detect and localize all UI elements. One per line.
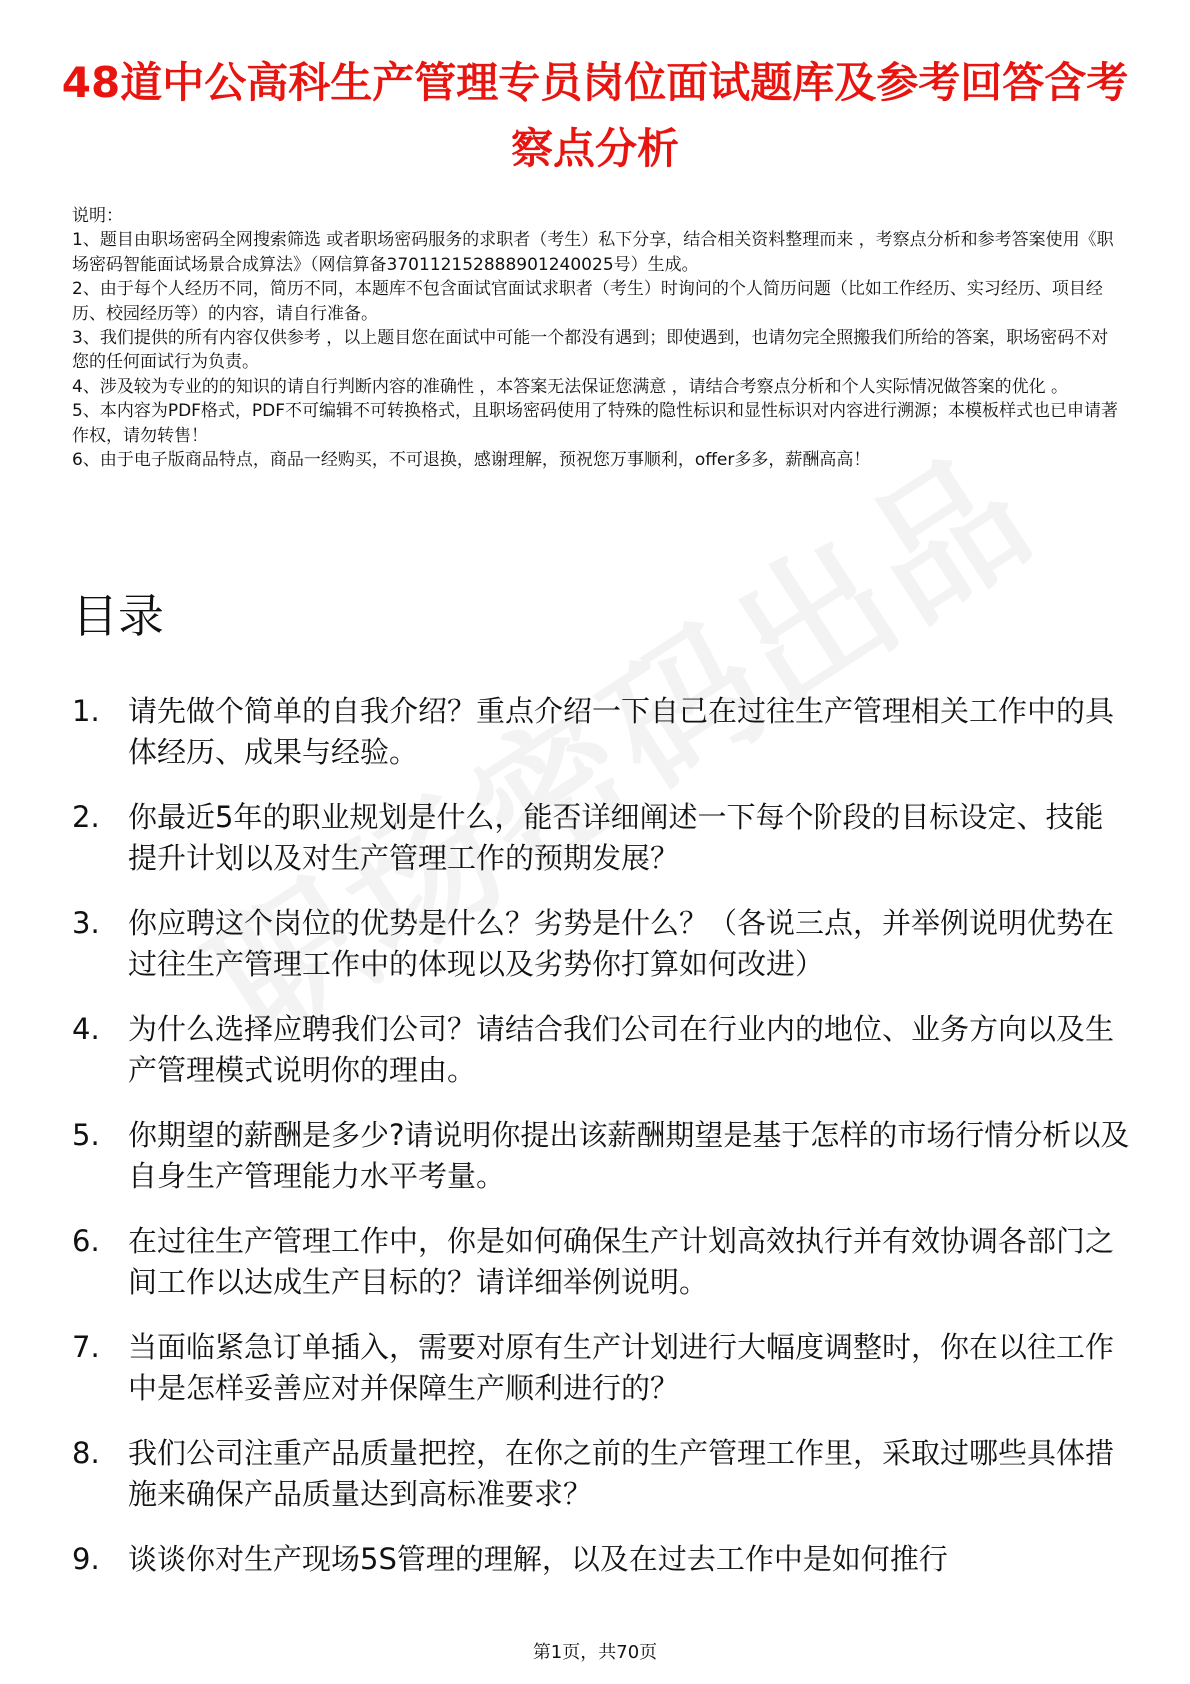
toc-item: [72, 1327, 1132, 1409]
toc-item-text: 当面临紧急订单插入，需要对原有生产计划进行大幅度调整时，你在以往工作中是怎样妥善应对并保障生产顺利进行的？: [128, 1330, 1115, 1405]
toc-item-text: 我们公司注重产品质量把控，在你之前的生产管理工作里，采取过哪些具体措施来确保产品质量达到高标准要求？: [128, 1436, 1115, 1511]
note-heading: 说明：: [72, 206, 123, 226]
note-item: 2、由于每个人经历不同，简历不同，本题库不包含面试官面试求职者（考生）时询问的个人简历问题（比如工作经历、实习经历、项目经历、校园经历等）的内容，请自行准备。: [72, 279, 1103, 324]
note-item: 4、涉及较为专业的的知识的请自行判断内容的准确性 ，本答案无法保证您满意 ，请结合考察点分析和个人实际情况做答案的优化 。: [72, 376, 1069, 397]
toc-item-number: 2.: [72, 800, 100, 834]
toc-item: [72, 1115, 1132, 1197]
toc-item-text: 为什么选择应聘我们公司？请结合我们公司在行业内的地位、业务方向以及生产管理模式说明你的理由。: [128, 1012, 1115, 1087]
toc-item-text: 你最近5年的职业规划是什么，能否详细阐述一下每个阶段的目标设定、技能提升计划以及对生产管理工作的预期发展？: [128, 800, 1104, 875]
toc-item-number: 8.: [72, 1436, 100, 1470]
toc-item: [72, 903, 1132, 985]
toc-item: [72, 1433, 1132, 1515]
toc-item: [72, 1009, 1132, 1091]
toc-item-number: 6.: [72, 1224, 100, 1258]
page-footer: 第1页，共70页: [532, 1642, 658, 1663]
toc-item-number: 9.: [72, 1542, 100, 1576]
toc-item-number: 5.: [72, 1118, 100, 1152]
note-item: 6、由于电子版商品特点，商品一经购买，不可退换，感谢理解，预祝您万事顺利，offer多多，薪酬高高！: [72, 450, 871, 471]
toc-item-number: 1.: [72, 694, 100, 728]
toc-item: [72, 1221, 1132, 1303]
toc-item-number: 4.: [72, 1012, 100, 1046]
toc-item-text: 谈谈你对生产现场5S管理的理解，以及在过去工作中是如何推行: [128, 1542, 948, 1576]
document-title: 48道中公高科生产管理专员岗位面试题库及参考回答含考察点分析: [61, 58, 1129, 173]
toc-item-number: 7.: [72, 1330, 100, 1364]
toc-item-number: 3.: [72, 906, 100, 940]
toc-heading: 目录: [72, 589, 164, 643]
notes-section: [72, 204, 1122, 472]
toc-item-text: 你期望的薪酬是多少?请说明你提出该薪酬期望是基于怎样的市场行情分析以及自身生产管理能力水平考量。: [128, 1118, 1130, 1193]
toc-item-text: 请先做个简单的自我介绍？重点介绍一下自己在过往生产管理相关工作中的具体经历、成果与经验。: [128, 694, 1115, 769]
toc-item: [72, 797, 1132, 879]
note-item: 5、本内容为PDF格式，PDF不可编辑不可转换格式，且职场密码使用了特殊的隐性标识和显性标识对内容进行溯源；本模板样式也已申请著作权，请勿转售！: [72, 401, 1119, 446]
toc-item: [72, 1539, 1132, 1580]
toc-item-text: 你应聘这个岗位的优势是什么？劣势是什么？（各说三点，并举例说明优势在过往生产管理工作中的体现以及劣势你打算如何改进）: [128, 906, 1115, 981]
toc-item-text: 在过往生产管理工作中，你是如何确保生产计划高效执行并有效协调各部门之间工作以达成生产目标的？请详细举例说明。: [128, 1224, 1115, 1299]
note-item: 1、题目由职场密码全网搜索筛选 或者职场密码服务的求职者（考生）私下分享，结合相关资料整理而来 ，考察点分析和参考答案使用《职场密码智能面试场景合成算法》（网信算备370112152888901240025号）生成。: [72, 230, 1114, 275]
toc-list: [72, 691, 1132, 1604]
toc-item: [72, 691, 1132, 773]
note-item: 3、我们提供的所有内容仅供参考 ，以上题目您在面试中可能一个都没有遇到；即使遇到，也请勿完全照搬我们所给的答案，职场密码不对您的任何面试行为负责。: [72, 328, 1109, 373]
